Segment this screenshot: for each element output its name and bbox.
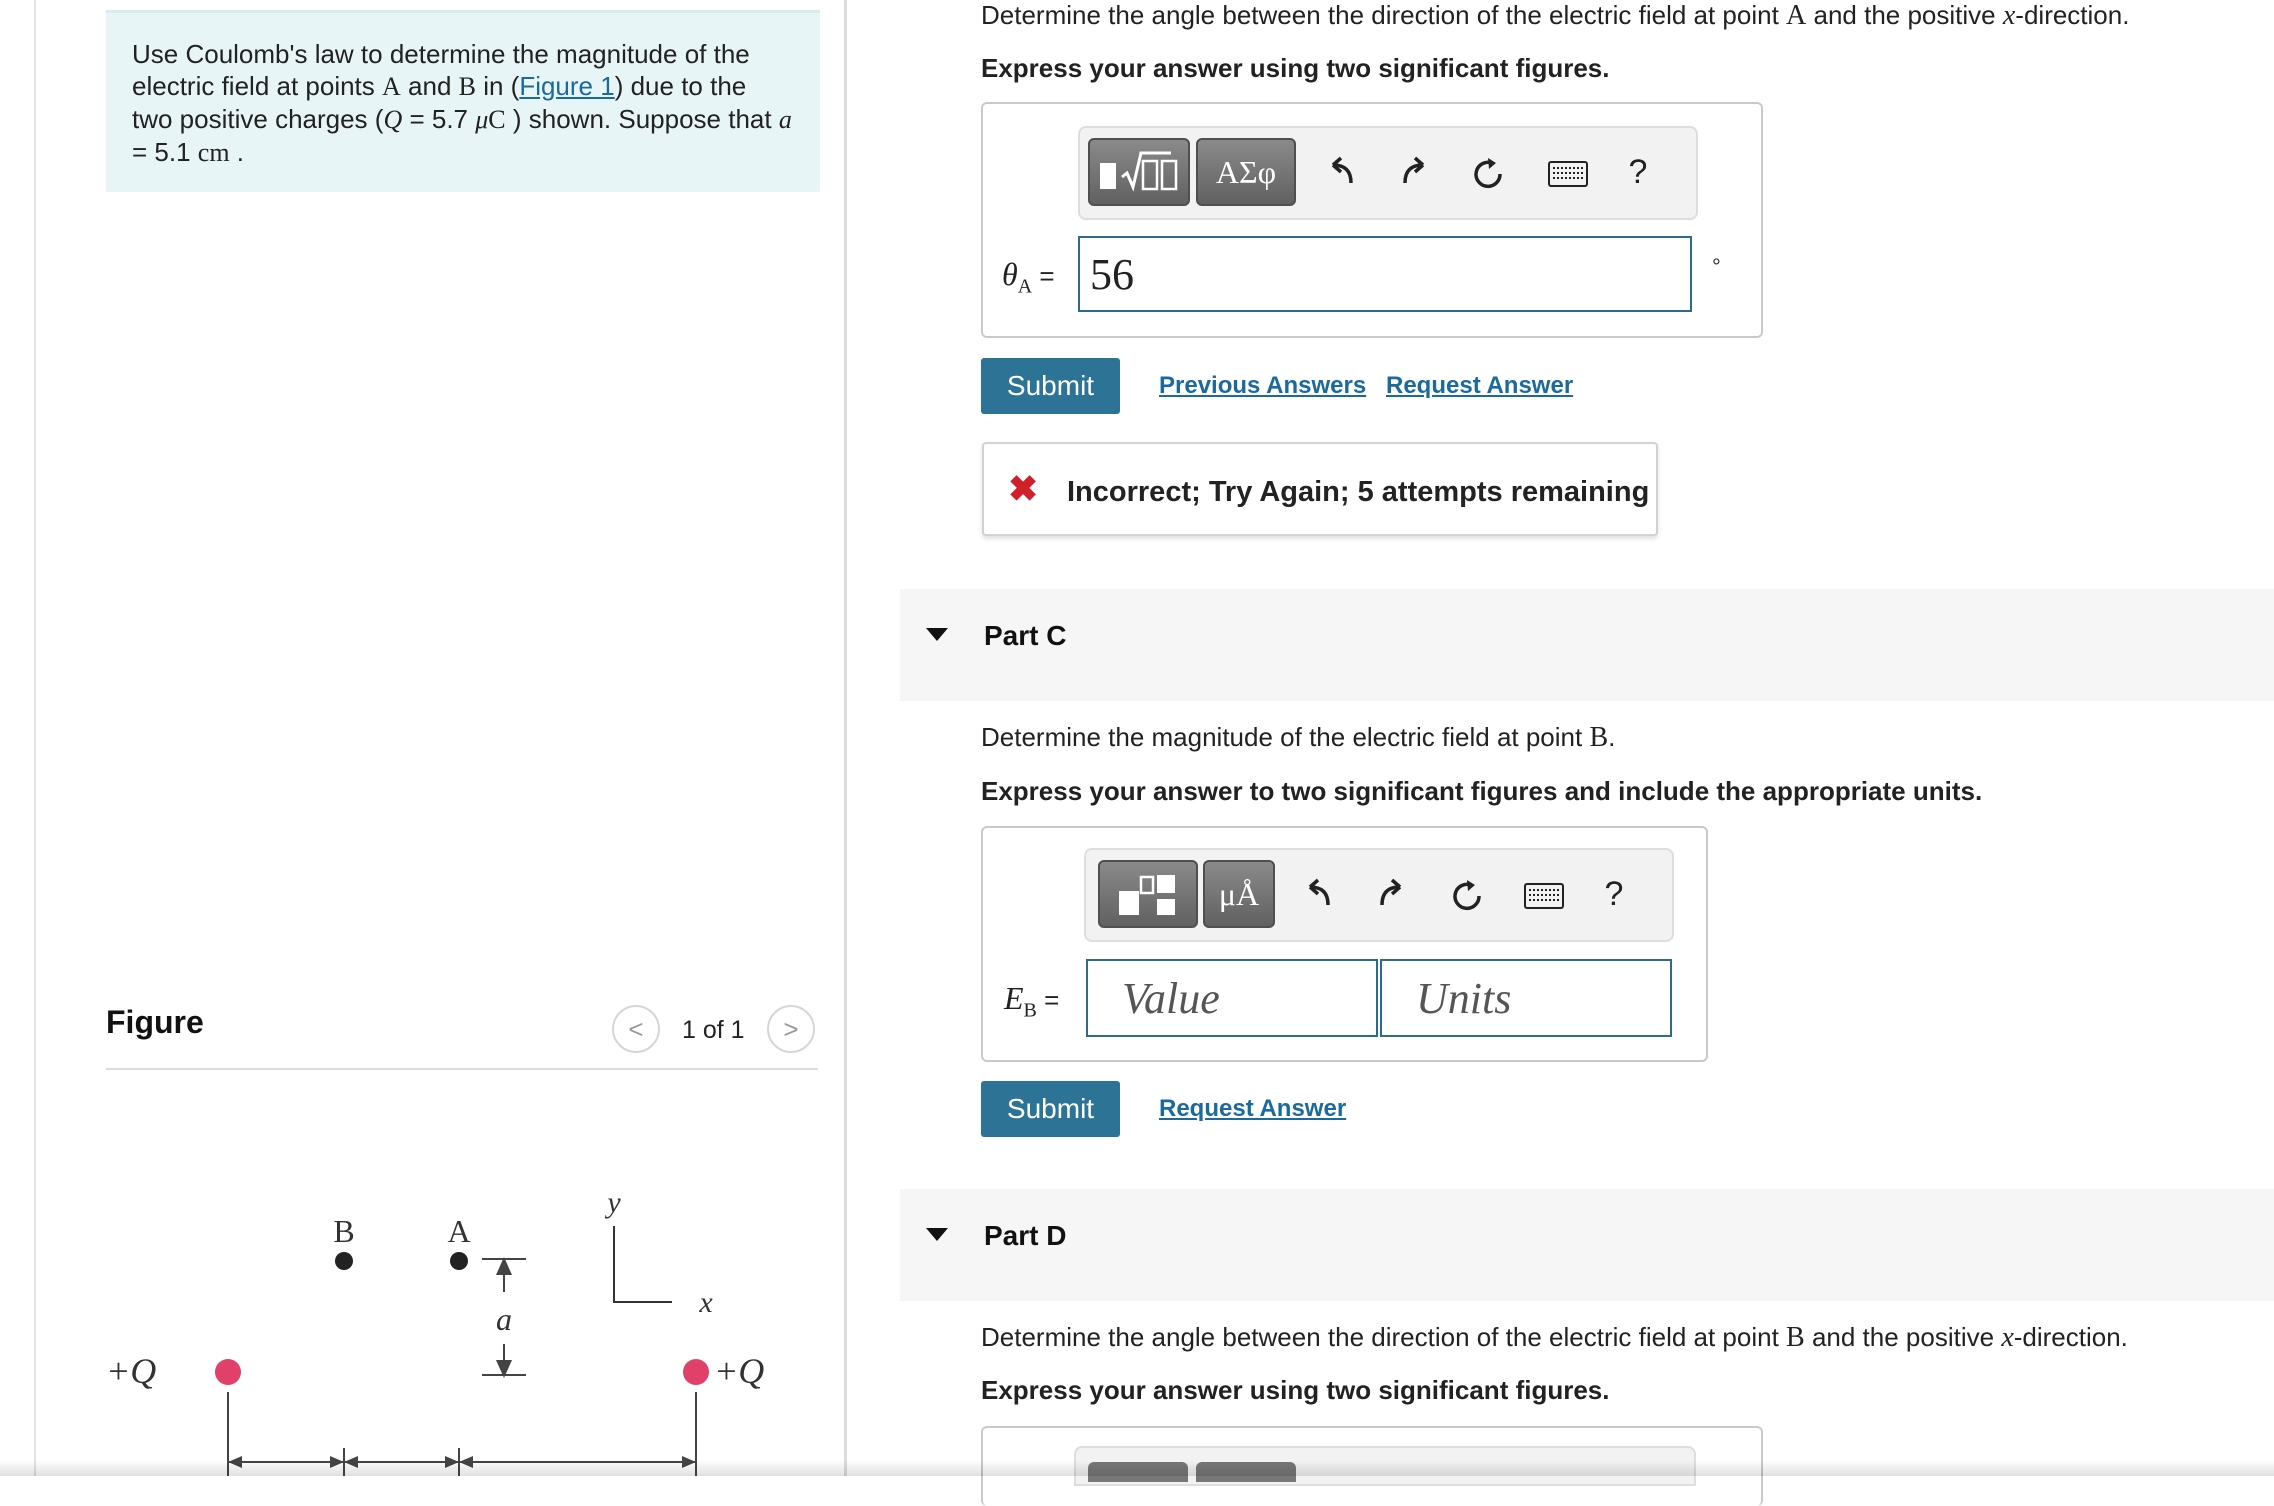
help-button[interactable]: ? [1628,152,1648,191]
figure-title: Figure [106,1004,204,1040]
point-b-label: B [333,1213,355,1249]
part-c-help-button[interactable]: ? [1604,874,1624,913]
part-c-question: Determine the magnitude of the electric field at point B. [981,722,1616,753]
units-button[interactable]: μÅ [1203,860,1275,928]
templates-icon [1098,149,1180,195]
part-c-units-input[interactable]: Units [1380,959,1672,1037]
error-x-icon: ✖ [1008,468,1039,509]
part-c-reset-icon[interactable] [1443,872,1491,920]
part-b-submit-button[interactable]: Submit [981,358,1120,414]
a-dimension-label: a [496,1301,512,1337]
figure-diagram [106,1180,826,1476]
part-b-answer-label: $\theta_A$ = [1002,256,1055,298]
part-c-header[interactable] [900,589,2274,701]
right-charge [683,1359,709,1385]
point-a-label: A [447,1213,471,1249]
part-c-submit-button[interactable]: Submit [981,1081,1120,1137]
part-d-header[interactable] [900,1189,2274,1301]
point-a-dot [450,1252,468,1270]
figure-next-button[interactable] [767,1005,815,1053]
part-d-instruction: Express your answer using two significant figures. [981,1375,1610,1405]
templates-button[interactable] [1088,138,1190,206]
part-b-question: Determine the angle between the direction of the electric field at point A and the positive x-direction. [981,0,2130,31]
left-panel-border [34,0,36,1476]
problem-statement: Use Coulomb's law to determine the magnitude of the electric field at points A and B in (Figure 1) due to the two positive charges (Q = 5.7 μC ) shown. Suppose that a = 5.1 cm . [132,39,792,167]
part-d-question: Determine the angle between the direction of the electric field at point B and the positive x-direction. [981,1322,2128,1353]
part-c-title: Part C [984,620,1067,651]
x-axis-label: x [699,1286,713,1319]
part-b-request-answer-link[interactable]: Request Answer [1386,372,1574,399]
part-c-value-input[interactable]: Value [1086,959,1378,1037]
degree-unit: ° [1712,254,1721,279]
part-c-keyboard-icon[interactable] [1516,872,1572,920]
figure-link[interactable]: Figure 1 [519,71,615,101]
part-d-title: Part D [984,1220,1067,1251]
point-b-dot [335,1252,353,1270]
chevron-left-icon: < [628,1013,644,1044]
feedback-text: Incorrect; Try Again; 5 attempts remaining [1067,476,1650,508]
column-divider[interactable] [844,0,847,1476]
part-b-answer-input[interactable]: 56 [1078,236,1692,312]
left-charge-label: +Q [106,1351,157,1391]
keyboard-icon[interactable] [1540,150,1596,198]
units-templates-button[interactable] [1098,860,1198,928]
redo-icon[interactable] [1392,148,1440,196]
part-c-collapse-icon[interactable] [926,628,948,641]
reset-icon[interactable] [1464,150,1512,198]
undo-icon[interactable] [1316,148,1364,196]
part-c-redo-icon[interactable] [1369,870,1417,918]
part-c-undo-icon[interactable] [1293,870,1341,918]
greek-symbols-button[interactable]: ΑΣφ [1196,138,1296,206]
chevron-right-icon: > [783,1013,799,1044]
units-templates-icon [1111,867,1185,921]
part-c-request-answer-link[interactable]: Request Answer [1159,1095,1347,1122]
left-charge [215,1359,241,1385]
y-axis-label: y [607,1186,621,1219]
figure-divider [106,1068,818,1070]
previous-answers-link[interactable]: Previous Answers [1159,372,1367,399]
part-d-collapse-icon[interactable] [926,1228,948,1241]
right-charge-label: +Q [714,1351,765,1391]
part-c-instruction: Express your answer to two significant figures and include the appropriate units. [981,776,1983,806]
bottom-scroll-shadow [0,1460,2274,1476]
part-b-instruction: Express your answer using two significant figures. [981,53,1610,83]
axes [614,1226,672,1302]
figure-prev-button[interactable] [612,1005,660,1053]
part-c-answer-label: $E_B$ = [1004,980,1060,1022]
figure-counter: 1 of 1 [682,1016,745,1044]
